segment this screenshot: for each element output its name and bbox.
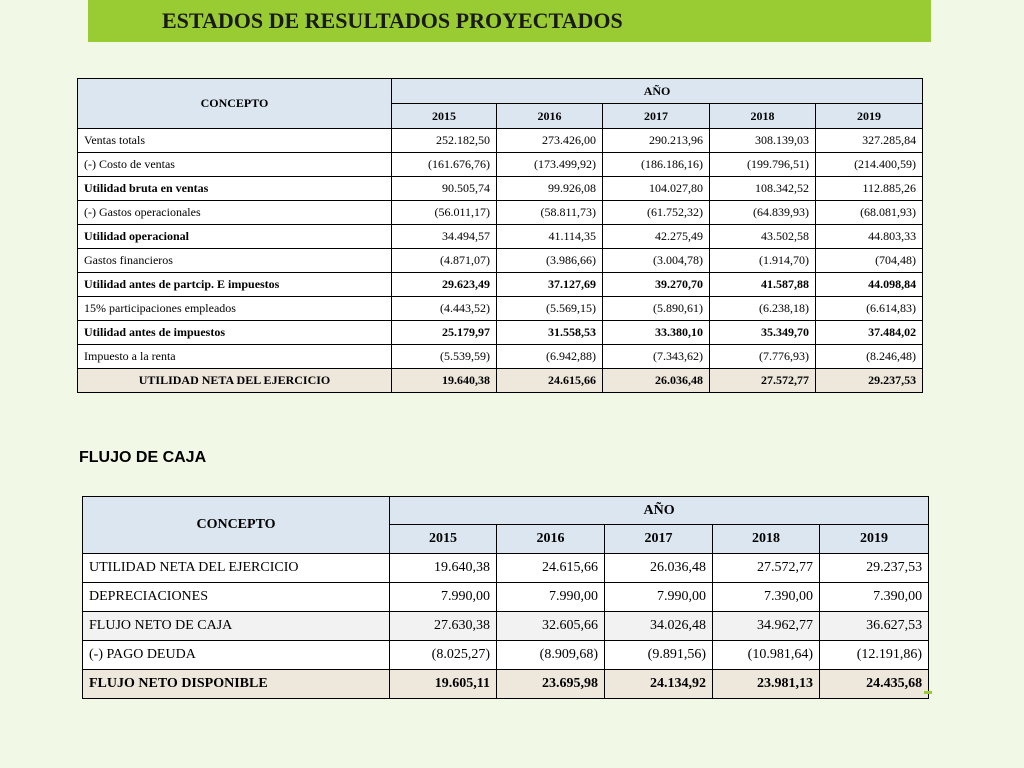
row-label: Utilidad antes de partcip. E impuestos: [78, 273, 392, 297]
value-cell: 23.981,13: [713, 670, 820, 699]
row-label: Gastos financieros: [78, 249, 392, 273]
row-label: Ventas totals: [78, 129, 392, 153]
value-cell: (704,48): [816, 249, 923, 273]
value-cell: 108.342,52: [710, 177, 816, 201]
value-cell: (68.081,93): [816, 201, 923, 225]
table-row: [78, 153, 923, 177]
value-cell: (186.186,16): [603, 153, 710, 177]
value-cell: 29.237,53: [816, 369, 923, 393]
value-cell: (6.238,18): [710, 297, 816, 321]
value-cell: (5.890,61): [603, 297, 710, 321]
value-cell: 29.623,49: [392, 273, 497, 297]
value-cell: 44.098,84: [816, 273, 923, 297]
decorative-mark: [924, 691, 932, 694]
value-cell: (4.871,07): [392, 249, 497, 273]
row-label: UTILIDAD NETA DEL EJERCICIO: [83, 554, 390, 583]
value-cell: 7.990,00: [497, 583, 605, 612]
value-cell: 41.587,88: [710, 273, 816, 297]
table-row: [78, 225, 923, 249]
row-label: FLUJO NETO DISPONIBLE: [83, 670, 390, 699]
row-label: DEPRECIACIONES: [83, 583, 390, 612]
row-label: (-) PAGO DEUDA: [83, 641, 390, 670]
value-cell: 27.572,77: [710, 369, 816, 393]
value-cell: (3.004,78): [603, 249, 710, 273]
year-column-header: 2018: [713, 525, 820, 554]
cash-flow-body: [83, 554, 929, 699]
row-label: 15% participaciones empleados: [78, 297, 392, 321]
value-cell: 41.114,35: [497, 225, 603, 249]
value-cell: (64.839,93): [710, 201, 816, 225]
year-column-header: 2017: [603, 104, 710, 129]
value-cell: 43.502,58: [710, 225, 816, 249]
value-cell: (5.539,59): [392, 345, 497, 369]
value-cell: 25.179,97: [392, 321, 497, 345]
value-cell: (173.499,92): [497, 153, 603, 177]
page-title: ESTADOS DE RESULTADOS PROYECTADOS: [162, 8, 623, 33]
year-column-header: 2016: [497, 104, 603, 129]
value-cell: (6.942,88): [497, 345, 603, 369]
value-cell: 34.494,57: [392, 225, 497, 249]
row-label: Utilidad antes de impuestos: [78, 321, 392, 345]
value-cell: 36.627,53: [820, 612, 929, 641]
year-header: AÑO: [392, 79, 923, 104]
value-cell: 37.484,02: [816, 321, 923, 345]
value-cell: 7.990,00: [605, 583, 713, 612]
value-cell: 104.027,80: [603, 177, 710, 201]
row-label: FLUJO NETO DE CAJA: [83, 612, 390, 641]
value-cell: 31.558,53: [497, 321, 603, 345]
value-cell: 19.640,38: [392, 369, 497, 393]
value-cell: 19.640,38: [390, 554, 497, 583]
value-cell: (12.191,86): [820, 641, 929, 670]
value-cell: 290.213,96: [603, 129, 710, 153]
value-cell: 35.349,70: [710, 321, 816, 345]
table-row: [78, 129, 923, 153]
cash-flow-table: [82, 496, 929, 699]
concept-header: CONCEPTO: [83, 497, 390, 554]
value-cell: 24.615,66: [497, 369, 603, 393]
table-row: [78, 321, 923, 345]
row-label: Utilidad operacional: [78, 225, 392, 249]
value-cell: 90.505,74: [392, 177, 497, 201]
value-cell: (7.776,93): [710, 345, 816, 369]
value-cell: (8.246,48): [816, 345, 923, 369]
value-cell: 27.630,38: [390, 612, 497, 641]
row-label: (-) Gastos operacionales: [78, 201, 392, 225]
year-header: AÑO: [390, 497, 929, 525]
value-cell: (3.986,66): [497, 249, 603, 273]
year-column-header: 2017: [605, 525, 713, 554]
income-statement-table: [77, 78, 923, 393]
value-cell: 26.036,48: [605, 554, 713, 583]
value-cell: (10.981,64): [713, 641, 820, 670]
year-column-header: 2019: [816, 104, 923, 129]
table-row: [78, 249, 923, 273]
value-cell: 24.615,66: [497, 554, 605, 583]
table-row: [83, 612, 929, 641]
value-cell: 33.380,10: [603, 321, 710, 345]
value-cell: (7.343,62): [603, 345, 710, 369]
row-label: UTILIDAD NETA DEL EJERCICIO: [78, 369, 392, 393]
title-banner: [88, 0, 931, 42]
year-column-header: 2019: [820, 525, 929, 554]
table-row: [78, 345, 923, 369]
row-label: Impuesto a la renta: [78, 345, 392, 369]
value-cell: 112.885,26: [816, 177, 923, 201]
value-cell: (8.025,27): [390, 641, 497, 670]
value-cell: 7.390,00: [820, 583, 929, 612]
row-label: Utilidad bruta en ventas: [78, 177, 392, 201]
concept-header: CONCEPTO: [78, 79, 392, 129]
value-cell: (9.891,56): [605, 641, 713, 670]
table-row: [78, 177, 923, 201]
row-label: (-) Costo de ventas: [78, 153, 392, 177]
value-cell: 34.026,48: [605, 612, 713, 641]
value-cell: (61.752,32): [603, 201, 710, 225]
table-row: [83, 670, 929, 699]
value-cell: (58.811,73): [497, 201, 603, 225]
value-cell: (56.011,17): [392, 201, 497, 225]
value-cell: 29.237,53: [820, 554, 929, 583]
table-row: [78, 369, 923, 393]
year-column-header: 2016: [497, 525, 605, 554]
value-cell: 44.803,33: [816, 225, 923, 249]
value-cell: (199.796,51): [710, 153, 816, 177]
value-cell: (161.676,76): [392, 153, 497, 177]
year-column-header: 2015: [390, 525, 497, 554]
value-cell: 273.426,00: [497, 129, 603, 153]
table-row: [83, 554, 929, 583]
value-cell: 252.182,50: [392, 129, 497, 153]
value-cell: 42.275,49: [603, 225, 710, 249]
value-cell: 327.285,84: [816, 129, 923, 153]
value-cell: 39.270,70: [603, 273, 710, 297]
value-cell: (6.614,83): [816, 297, 923, 321]
value-cell: (4.443,52): [392, 297, 497, 321]
value-cell: (214.400,59): [816, 153, 923, 177]
value-cell: 24.435,68: [820, 670, 929, 699]
value-cell: 308.139,03: [710, 129, 816, 153]
year-column-header: 2015: [392, 104, 497, 129]
value-cell: (5.569,15): [497, 297, 603, 321]
value-cell: 99.926,08: [497, 177, 603, 201]
value-cell: 34.962,77: [713, 612, 820, 641]
table-row: [78, 297, 923, 321]
cash-flow-heading: FLUJO DE CAJA: [79, 449, 207, 466]
value-cell: 23.695,98: [497, 670, 605, 699]
value-cell: 7.990,00: [390, 583, 497, 612]
table-row: [78, 273, 923, 297]
table-row: [78, 201, 923, 225]
year-column-header: 2018: [710, 104, 816, 129]
value-cell: 32.605,66: [497, 612, 605, 641]
value-cell: 19.605,11: [390, 670, 497, 699]
value-cell: 26.036,48: [603, 369, 710, 393]
table-row: [83, 641, 929, 670]
value-cell: 37.127,69: [497, 273, 603, 297]
value-cell: 7.390,00: [713, 583, 820, 612]
income-statement-body: [78, 129, 923, 393]
table-row: [83, 583, 929, 612]
value-cell: 24.134,92: [605, 670, 713, 699]
value-cell: (8.909,68): [497, 641, 605, 670]
value-cell: (1.914,70): [710, 249, 816, 273]
value-cell: 27.572,77: [713, 554, 820, 583]
